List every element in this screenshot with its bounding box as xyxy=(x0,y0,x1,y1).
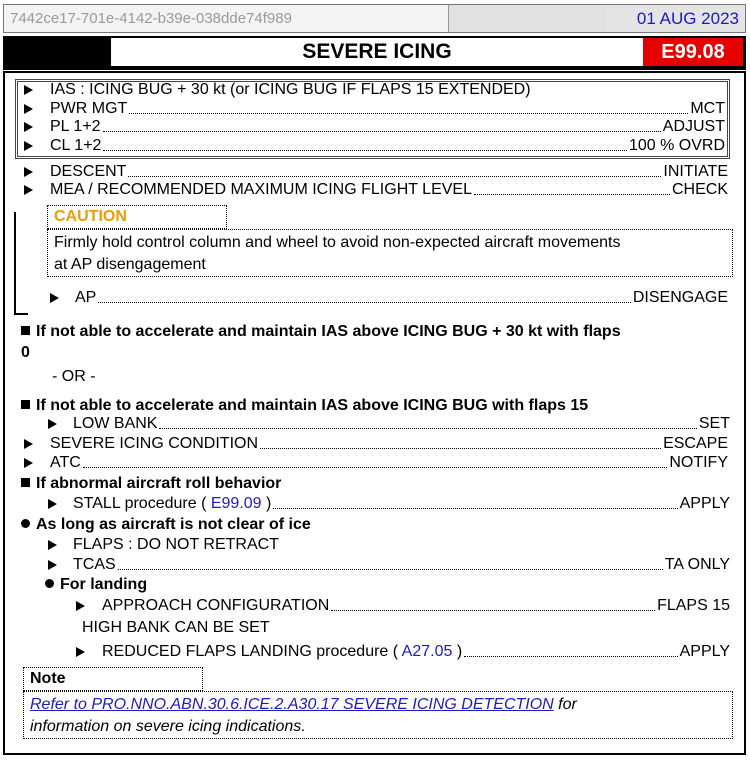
dot-leader xyxy=(260,448,661,449)
flaps-item: FLAPS : DO NOT RETRACT xyxy=(73,536,279,553)
condition-1-cont: 0 xyxy=(21,344,30,361)
condition-4: As long as aircraft is not clear of ice xyxy=(21,515,311,535)
atc-item: ATC NOTIFY xyxy=(50,454,728,471)
dot-leader xyxy=(464,656,677,657)
round-bullet-icon xyxy=(21,519,30,528)
ias-item: IAS : ICING BUG + 30 kt (or ICING BUG IF FLAPS 15 EXTENDED) xyxy=(50,81,531,98)
stall-item: STALL procedure ( E99.09 ) APPLY xyxy=(73,495,730,512)
tcas-item: TCAS TA ONLY xyxy=(73,556,730,573)
approach-config-item: APPROACH CONFIGURATION FLAPS 15 xyxy=(102,597,730,614)
bullet-triangle-icon xyxy=(48,560,57,570)
bullet-triangle-icon xyxy=(50,293,59,303)
bullet-triangle-icon xyxy=(48,499,57,509)
pwr-mgt-item: PWR MGT MCT xyxy=(50,100,725,117)
severe-icing-detection-link[interactable]: Refer to PRO.NNO.ABN.30.6.ICE.2.A30.17 SEVERE ICING DETECTION xyxy=(30,696,554,713)
escape-item: SEVERE ICING CONDITION ESCAPE xyxy=(50,435,728,452)
header-spacer xyxy=(449,5,607,32)
revision-date: 01 AUG 2023 xyxy=(606,5,745,32)
top-bar xyxy=(3,4,746,33)
square-bullet-icon xyxy=(21,478,30,487)
dot-leader xyxy=(103,131,661,132)
mea-item: MEA / RECOMMENDED MAXIMUM ICING FLIGHT LEVEL CHECK xyxy=(50,181,728,198)
note-text: Refer to PRO.NNO.ABN.30.6.ICE.2.A30.17 SEVERE ICING DETECTION for information on severe icing indications. xyxy=(23,691,733,739)
square-bullet-icon xyxy=(21,326,30,335)
procedure-code: E99.08 xyxy=(643,38,743,66)
landing-header: For landing xyxy=(45,575,147,595)
dot-leader xyxy=(159,428,696,429)
or-separator: - OR - xyxy=(52,368,96,385)
condition-3: If abnormal aircraft roll behavior xyxy=(21,474,281,494)
dot-leader xyxy=(98,302,631,303)
document-id: 7442ce17-701e-4142-b39e-038dde74f989 xyxy=(4,5,449,32)
caution-text: Firmly hold control column and wheel to avoid non-expected aircraft movements at AP disengagement xyxy=(47,229,733,277)
dot-leader xyxy=(331,610,655,611)
square-bullet-icon xyxy=(21,400,30,409)
bullet-triangle-icon xyxy=(24,439,33,449)
dot-leader xyxy=(273,508,677,509)
reduced-flaps-procedure-link[interactable]: A27.05 xyxy=(401,643,453,660)
dot-leader xyxy=(129,113,688,114)
condition-1: If not able to accelerate and maintain IAS above ICING BUG + 30 kt with flaps xyxy=(21,322,621,342)
note-label: Note xyxy=(23,667,203,691)
bullet-triangle-icon xyxy=(24,122,33,132)
bullet-triangle-icon xyxy=(24,185,33,195)
dot-leader xyxy=(103,150,627,151)
bullet-triangle-icon xyxy=(24,85,33,95)
pl-item: PL 1+2 ADJUST xyxy=(50,118,725,135)
dot-leader xyxy=(474,194,670,195)
stall-procedure-link[interactable]: E99.09 xyxy=(210,495,262,512)
procedure-title: SEVERE ICING xyxy=(111,38,643,66)
bullet-triangle-icon xyxy=(24,104,33,114)
bullet-triangle-icon xyxy=(24,167,33,177)
dot-leader xyxy=(83,467,668,468)
title-bar xyxy=(3,36,746,70)
caution-bracket xyxy=(14,212,28,315)
descent-item: DESCENT INITIATE xyxy=(50,163,728,180)
reduced-flaps-item: REDUCED FLAPS LANDING procedure ( A27.05 ) APPLY xyxy=(102,643,730,660)
dot-leader xyxy=(128,176,661,177)
caution-label: CAUTION xyxy=(47,205,227,229)
round-bullet-icon xyxy=(45,579,54,588)
dot-leader xyxy=(118,569,663,570)
bullet-triangle-icon xyxy=(48,540,57,550)
high-bank-text: HIGH BANK CAN BE SET xyxy=(82,619,270,636)
bullet-triangle-icon xyxy=(24,458,33,468)
bullet-triangle-icon xyxy=(48,419,57,429)
condition-2: If not able to accelerate and maintain IAS above ICING BUG with flaps 15 xyxy=(21,396,588,416)
cl-item: CL 1+2 100 % OVRD xyxy=(50,137,725,154)
bullet-triangle-icon xyxy=(24,141,33,151)
low-bank-item: LOW BANK SET xyxy=(73,415,730,432)
bullet-triangle-icon xyxy=(76,647,85,657)
ap-item: AP DISENGAGE xyxy=(75,289,728,306)
bullet-triangle-icon xyxy=(76,601,85,611)
